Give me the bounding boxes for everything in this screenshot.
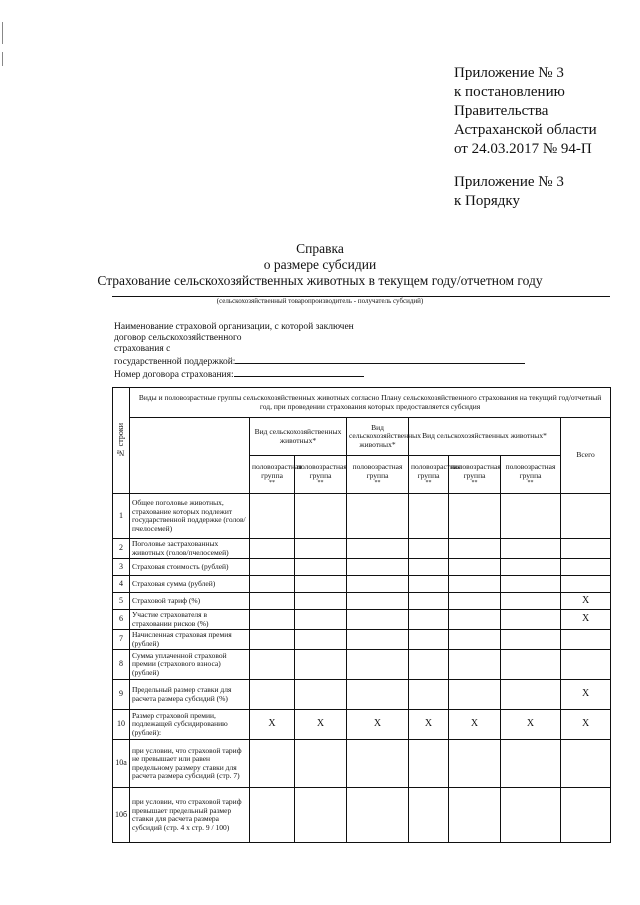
value-cell[interactable] xyxy=(347,539,409,559)
table-row xyxy=(113,680,611,710)
value-cell[interactable]: Х xyxy=(295,710,347,740)
title-line: Страхование сельскохозяйственных животных в текущем году/отчетном году xyxy=(97,273,543,288)
value-cell[interactable] xyxy=(409,576,449,593)
appendix-line: Приложение № 3 xyxy=(454,65,564,81)
total-cell[interactable] xyxy=(561,494,611,539)
total-cell[interactable] xyxy=(561,788,611,843)
title-line: о размере субсидии xyxy=(263,257,377,272)
value-cell[interactable] xyxy=(409,610,449,630)
value-cell[interactable] xyxy=(250,740,295,788)
value-cell[interactable] xyxy=(449,539,501,559)
appendix-line: Приложение № 3 xyxy=(454,174,564,190)
row-number-header: № строки xyxy=(113,388,130,494)
appendix-line: Правительства xyxy=(454,103,549,119)
total-cell[interactable] xyxy=(561,740,611,788)
value-cell[interactable] xyxy=(449,630,501,650)
table-body xyxy=(113,494,611,843)
value-cell[interactable] xyxy=(250,630,295,650)
appendix-line: к Порядку xyxy=(454,193,520,209)
age-group-header: половозрастная группа ** xyxy=(501,456,561,494)
title-line: Справка xyxy=(296,241,344,256)
value-cell[interactable] xyxy=(409,740,449,788)
value-cell[interactable] xyxy=(449,593,501,610)
row-number: 8 xyxy=(113,650,130,680)
row-label: Предельный размер ставки для расчета размера субсидий (%) xyxy=(130,680,250,710)
info-line: государственной поддержкой: xyxy=(114,357,236,367)
value-cell[interactable] xyxy=(449,559,501,576)
value-cell[interactable] xyxy=(409,680,449,710)
value-cell[interactable] xyxy=(501,610,561,630)
row-number: 1 xyxy=(113,494,130,539)
appendix-line: от 24.03.2017 № 94-П xyxy=(454,141,592,157)
total-cell[interactable]: Х xyxy=(561,593,611,610)
total-cell[interactable] xyxy=(561,559,611,576)
table-row xyxy=(113,494,611,539)
value-cell[interactable] xyxy=(449,610,501,630)
value-cell[interactable] xyxy=(409,559,449,576)
age-group-header: половозрастная группа ** xyxy=(347,456,409,494)
value-cell[interactable] xyxy=(347,576,409,593)
value-cell[interactable] xyxy=(409,494,449,539)
appendix-line: к постановлению xyxy=(454,84,565,100)
value-cell[interactable] xyxy=(501,576,561,593)
value-cell[interactable] xyxy=(501,650,561,680)
kind-header: Вид сельскохозяйственных животных* xyxy=(250,418,347,456)
margin-mark xyxy=(2,52,3,66)
row-number: 10б xyxy=(113,788,130,843)
value-cell[interactable] xyxy=(295,740,347,788)
row-number: 10 xyxy=(113,710,130,740)
kind-header: Вид сельскохозяйственных животных* xyxy=(347,418,409,456)
value-cell[interactable] xyxy=(347,559,409,576)
total-cell[interactable] xyxy=(561,539,611,559)
value-cell[interactable] xyxy=(409,650,449,680)
row-label: Размер страховой премии, подлежащей субсидированию (рублей): xyxy=(130,710,250,740)
value-cell[interactable] xyxy=(347,494,409,539)
table-row xyxy=(113,788,611,843)
value-cell[interactable] xyxy=(250,610,295,630)
value-cell[interactable]: Х xyxy=(409,710,449,740)
value-cell[interactable] xyxy=(250,494,295,539)
age-group-header: половозрастная группа ** xyxy=(295,456,347,494)
value-cell[interactable] xyxy=(295,630,347,650)
value-cell[interactable] xyxy=(409,539,449,559)
value-cell[interactable] xyxy=(449,650,501,680)
value-cell[interactable] xyxy=(347,680,409,710)
row-number: 3 xyxy=(113,559,130,576)
label-column-header xyxy=(130,418,250,494)
document-title xyxy=(0,241,640,289)
group-header: Виды и половозрастные группы сельскохозяйственных животных согласно Плану сельскохозяйственного страхования на текущий год/отчетный год, при проведении страхования которых предоставляется субсидия xyxy=(130,388,611,418)
value-cell[interactable] xyxy=(449,740,501,788)
info-line: договор сельскохозяйственного xyxy=(114,333,242,343)
value-cell[interactable] xyxy=(501,539,561,559)
value-cell[interactable] xyxy=(501,788,561,843)
total-cell[interactable]: Х xyxy=(561,610,611,630)
value-cell[interactable] xyxy=(501,559,561,576)
value-cell[interactable] xyxy=(295,680,347,710)
value-cell[interactable] xyxy=(295,539,347,559)
value-cell[interactable]: Х xyxy=(501,710,561,740)
value-cell[interactable]: Х xyxy=(449,710,501,740)
value-cell[interactable] xyxy=(449,788,501,843)
value-cell[interactable] xyxy=(295,576,347,593)
age-group-header: половозрастная группа ** xyxy=(409,456,449,494)
total-cell[interactable] xyxy=(561,650,611,680)
row-label: Страховой тариф (%) xyxy=(130,593,250,610)
value-cell[interactable]: Х xyxy=(347,710,409,740)
value-cell[interactable] xyxy=(501,593,561,610)
value-cell[interactable] xyxy=(295,610,347,630)
table-row xyxy=(113,593,611,610)
value-cell[interactable] xyxy=(409,788,449,843)
value-cell[interactable] xyxy=(501,630,561,650)
value-cell[interactable] xyxy=(449,494,501,539)
value-cell[interactable] xyxy=(250,576,295,593)
value-cell[interactable] xyxy=(250,680,295,710)
info-line: Номер договора страхования: xyxy=(114,370,234,380)
row-label: при условии, что страховой тариф превышает предельный размер ставки для расчета размера субсидий (стр. 4 х стр. 9 / 100) xyxy=(130,788,250,843)
table-row xyxy=(113,610,611,630)
age-group-header: половозрастная группа ** xyxy=(250,456,295,494)
row-number: 10а xyxy=(113,740,130,788)
value-cell[interactable] xyxy=(295,559,347,576)
table-row xyxy=(113,650,611,680)
row-label: Общее поголовье животных, страхование которых подлежит государственной поддержке (голов/пчелосемей) xyxy=(130,494,250,539)
value-cell[interactable] xyxy=(250,559,295,576)
row-label: Начисленная страховая премия (рублей) xyxy=(130,630,250,650)
row-number: 9 xyxy=(113,680,130,710)
insurance-info xyxy=(114,322,525,381)
table-row xyxy=(113,710,611,740)
value-cell[interactable] xyxy=(347,610,409,630)
appendix-header xyxy=(454,64,597,211)
fill-line xyxy=(235,355,525,364)
table-row xyxy=(113,740,611,788)
row-number: 6 xyxy=(113,610,130,630)
kind-header: Вид сельскохозяйственных животных* xyxy=(409,418,561,456)
total-cell[interactable] xyxy=(561,630,611,650)
row-label: при условии, что страховой тариф не превышает или равен предельному размеру ставки для расчета размера субсидий (стр. 7) xyxy=(130,740,250,788)
value-cell[interactable] xyxy=(295,788,347,843)
total-cell[interactable]: Х xyxy=(561,710,611,740)
table-row xyxy=(113,539,611,559)
fill-line xyxy=(234,368,364,377)
value-cell[interactable]: Х xyxy=(250,710,295,740)
row-label: Участие страхователя в страховании рисков (%) xyxy=(130,610,250,630)
value-cell[interactable] xyxy=(295,494,347,539)
value-cell[interactable] xyxy=(449,576,501,593)
value-cell[interactable] xyxy=(501,740,561,788)
value-cell[interactable] xyxy=(250,650,295,680)
total-cell[interactable]: Х xyxy=(561,680,611,710)
value-cell[interactable] xyxy=(347,650,409,680)
info-line: Наименование страховой организации, с которой заключен xyxy=(114,322,354,332)
value-cell[interactable] xyxy=(347,593,409,610)
age-group-header: половозрастная группа ** xyxy=(449,456,501,494)
value-cell[interactable] xyxy=(449,680,501,710)
total-header: Всего xyxy=(561,418,611,494)
margin-mark xyxy=(2,22,3,44)
total-cell[interactable] xyxy=(561,576,611,593)
subsidy-table xyxy=(112,387,611,843)
row-number: 5 xyxy=(113,593,130,610)
table-row xyxy=(113,559,611,576)
row-number: 2 xyxy=(113,539,130,559)
recipient-caption: (сельскохозяйственный товаропроизводитель - получатель субсидий) xyxy=(216,297,424,305)
row-label: Поголовье застрахованных животных (голов/пчелосемей) xyxy=(130,539,250,559)
value-cell[interactable] xyxy=(250,539,295,559)
value-cell[interactable] xyxy=(347,740,409,788)
appendix-line: Астраханской области xyxy=(454,122,597,138)
value-cell[interactable] xyxy=(501,680,561,710)
value-cell[interactable] xyxy=(409,630,449,650)
value-cell[interactable] xyxy=(250,593,295,610)
row-label: Сумма уплаченной страховой премии (страхового взноса) (рублей) xyxy=(130,650,250,680)
value-cell[interactable] xyxy=(501,494,561,539)
info-line: страхования с xyxy=(114,344,171,354)
table-row xyxy=(113,576,611,593)
value-cell[interactable] xyxy=(250,788,295,843)
value-cell[interactable] xyxy=(409,593,449,610)
value-cell[interactable] xyxy=(295,593,347,610)
row-number: 7 xyxy=(113,630,130,650)
value-cell[interactable] xyxy=(347,788,409,843)
value-cell[interactable] xyxy=(347,630,409,650)
row-label: Страховая сумма (рублей) xyxy=(130,576,250,593)
row-label: Страховая стоимость (рублей) xyxy=(130,559,250,576)
value-cell[interactable] xyxy=(295,650,347,680)
table-row xyxy=(113,630,611,650)
row-number: 4 xyxy=(113,576,130,593)
